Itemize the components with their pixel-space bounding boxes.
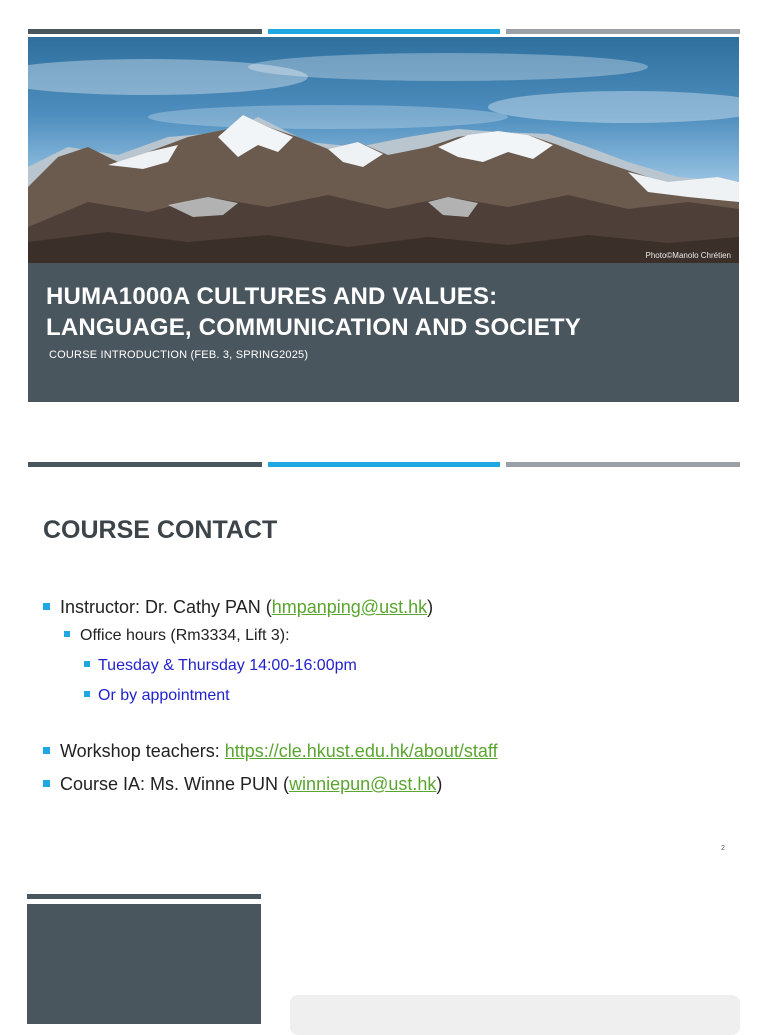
mountain-illustration	[28, 37, 739, 263]
slide1-top-bar-grey	[506, 29, 740, 34]
slide2-top-bar-dark	[28, 462, 262, 467]
instructor-label: Instructor: Dr. Cathy PAN (	[60, 597, 272, 617]
slide1-top-bar-blue	[268, 29, 500, 34]
office-slot-item	[84, 657, 357, 675]
instructor-suffix: )	[427, 597, 434, 617]
title-panel	[28, 263, 739, 402]
bullet-square-icon	[84, 691, 90, 697]
slide-page-number: 2	[721, 845, 725, 852]
bullet-square-icon	[43, 603, 50, 610]
workshop-staff-link[interactable]: https://cle.hkust.edu.hk/about/staff	[224, 741, 498, 761]
course-ia-label: Course IA: Ms. Winne PUN (	[60, 774, 290, 794]
slide3-content-card	[290, 995, 740, 1035]
office-slot-text: Tuesday & Thursday 14:00-16:00pm	[98, 657, 357, 674]
course-title-line2: LANGUAGE, COMMUNICATION AND SOCIETY	[46, 314, 581, 341]
course-title	[46, 281, 581, 343]
bullet-square-icon	[43, 747, 50, 754]
course-ia-item	[43, 774, 442, 795]
slide2-top-bar-blue	[268, 462, 500, 467]
instructor-item	[43, 597, 433, 618]
bullet-square-icon	[43, 780, 50, 787]
workshop-label: Workshop teachers:	[60, 741, 225, 761]
slide3-top-bar	[27, 894, 261, 899]
course-title-line1: HUMA1000A CULTURES AND VALUES:	[46, 283, 498, 310]
office-hours-item	[64, 627, 290, 645]
office-hours-label: Office hours (Rm3334, Lift 3):	[80, 627, 290, 644]
course-ia-suffix: )	[436, 774, 443, 794]
slide2-top-bar-grey	[506, 462, 740, 467]
instructor-email-link[interactable]: hmpanping@ust.hk	[271, 597, 428, 617]
photo-credit: Photo©Manolo Chrétien	[645, 251, 731, 260]
course-contact-heading: COURSE CONTACT	[43, 516, 278, 544]
slide1-top-bar-dark	[28, 29, 262, 34]
workshop-item	[43, 741, 498, 762]
mountain-photo	[28, 37, 739, 263]
office-appointment-item	[84, 687, 230, 705]
bullet-square-icon	[84, 661, 90, 667]
office-appointment-text: Or by appointment	[98, 687, 230, 704]
course-subtitle: COURSE INTRODUCTION (FEB. 3, SPRING2025)	[49, 349, 309, 361]
slide3-side-panel	[27, 904, 261, 1024]
bullet-square-icon	[64, 631, 70, 637]
course-ia-email-link[interactable]: winniepun@ust.hk	[289, 774, 437, 794]
